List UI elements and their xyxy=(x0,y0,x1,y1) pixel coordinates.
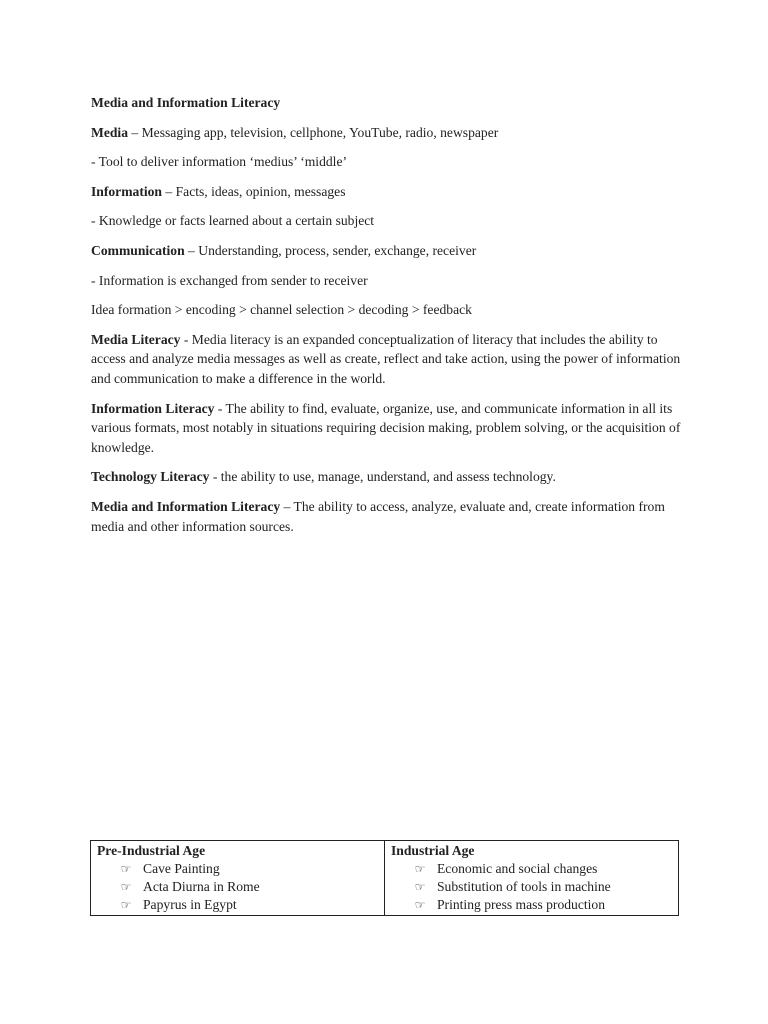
document-body xyxy=(91,93,681,546)
paragraph-media: Media – Messaging app, television, cellphone, YouTube, radio, newspaper xyxy=(91,124,499,140)
paragraph-media-literacy: Media Literacy - Media literacy is an expanded conceptualization of literacy that includes the ability to access and analyze media messages as well as create, reflect and take action, using the power of information and communication to make a difference in the world. xyxy=(91,331,681,386)
list xyxy=(97,860,378,914)
term: Information xyxy=(91,183,162,199)
paragraph-communication-note: - Information is exchanged from sender to receiver xyxy=(91,272,368,288)
list-item: ☞ Substitution of tools in machine xyxy=(414,879,611,894)
pointing-hand-icon: ☞ xyxy=(120,898,132,912)
list-item: ☞ Papyrus in Egypt xyxy=(120,897,237,912)
list xyxy=(391,860,672,914)
paragraph-communication: Communication – Understanding, process, sender, exchange, receiver xyxy=(91,242,477,258)
term: Media xyxy=(91,124,128,140)
table-cell-industrial xyxy=(385,841,679,916)
list-item: ☞ Economic and social changes xyxy=(414,861,598,876)
paragraph-media-note: - Tool to deliver information ‘medius’ ‘middle’ xyxy=(91,154,348,170)
definition: Understanding, process, sender, exchange, receiver xyxy=(198,242,477,258)
list-item: ☞ Printing press mass production xyxy=(414,897,606,912)
definition: The ability to access, analyze, evaluate and, create information from media and other information sources. xyxy=(91,498,665,534)
paragraph-communication-process: Idea formation > encoding > channel selection > decoding > feedback xyxy=(91,302,472,318)
pointing-hand-icon: ☞ xyxy=(120,862,132,876)
ages-table xyxy=(90,840,679,916)
term: Communication xyxy=(91,242,185,258)
term: Information Literacy xyxy=(91,400,215,416)
definition: Media literacy is an expanded conceptualization of literacy that includes the ability to access and analyze media messages as well as create, reflect and take action, using the power of information and communication to make a difference in the world. xyxy=(91,331,681,386)
term: Media Literacy xyxy=(91,331,181,347)
list-item: ☞ Cave Painting xyxy=(120,861,220,876)
paragraph-information: Information – Facts, ideas, opinion, messages xyxy=(91,183,346,199)
paragraph-technology-literacy: Technology Literacy - the ability to use, manage, understand, and assess technology. xyxy=(91,469,556,485)
definition: the ability to use, manage, understand, and assess technology. xyxy=(220,469,556,485)
column-header: Pre-Industrial Age xyxy=(97,843,206,858)
pointing-hand-icon: ☞ xyxy=(414,880,426,894)
term: Technology Literacy xyxy=(91,469,210,485)
pointing-hand-icon: ☞ xyxy=(120,880,132,894)
definition: Messaging app, television, cellphone, YouTube, radio, newspaper xyxy=(141,124,499,140)
paragraph-information-note: - Knowledge or facts learned about a certain subject xyxy=(91,213,375,229)
pointing-hand-icon: ☞ xyxy=(414,898,426,912)
paragraph-mil: Media and Information Literacy – The ability to access, analyze, evaluate and, create information from media and other information sources. xyxy=(91,498,665,534)
list-item: ☞ Acta Diurna in Rome xyxy=(120,879,260,894)
term: Media and Information Literacy xyxy=(91,498,281,514)
column-header: Industrial Age xyxy=(391,843,475,858)
document-title: Media and Information Literacy xyxy=(91,95,281,110)
paragraph-information-literacy: Information Literacy - The ability to find, evaluate, organize, use, and communicate information in all its various formats, most notably in situations requiring decision making, problem solving, or the acquisition of knowledge. xyxy=(91,400,681,455)
pointing-hand-icon: ☞ xyxy=(414,862,426,876)
table-row xyxy=(91,841,679,916)
definition: Facts, ideas, opinion, messages xyxy=(175,183,346,199)
table-cell-pre-industrial xyxy=(91,841,385,916)
definition: The ability to find, evaluate, organize, use, and communicate information in all its various formats, most notably in situations requiring decision making, problem solving, or the acquisition of knowledge. xyxy=(91,400,681,455)
